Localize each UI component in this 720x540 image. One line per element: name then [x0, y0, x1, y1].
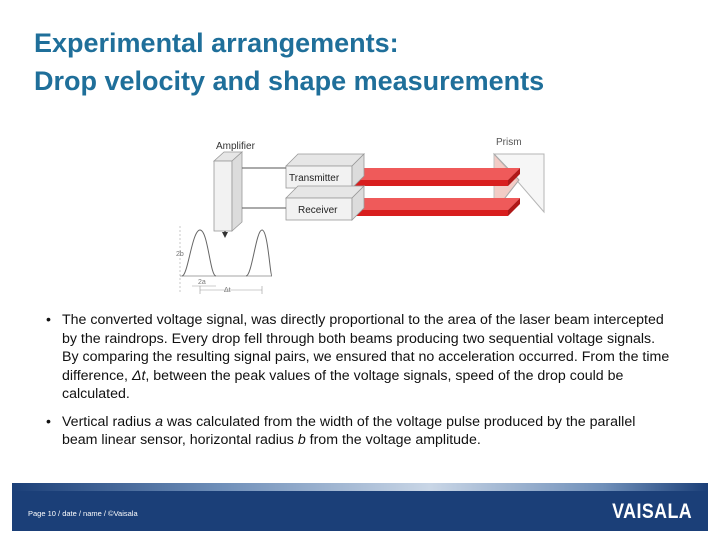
amplifier-box: [214, 152, 242, 231]
footer-stripe: [12, 483, 708, 491]
output-arrow: [222, 231, 228, 238]
connection-wires: [242, 168, 286, 208]
signal-amplitude-label: 2b: [176, 251, 184, 258]
voltage-signal-plot: [180, 226, 272, 294]
bullet-text: was calculated from the width of the voltage pulse produced by the parallel beam linear sensor, horizontal radius: [62, 413, 636, 448]
bullet-emphasis-delta-t: Δt: [131, 367, 146, 384]
bullet-emphasis-b: b: [297, 432, 306, 448]
bullet-text: Vertical radius: [62, 413, 156, 430]
bullet-text: , between the peak values of the voltage signals, speed of the drop could be calculated.: [62, 367, 624, 402]
bullet-text: from the voltage amplitude.: [305, 432, 481, 448]
bullet-text: The converted voltage signal, was directly proportional to the area of the laser beam intercepted by the raindrops. Every drop fell through both beams producing two sequential voltage signals. By comparing the resulting signal pairs, we ensured that no acceleration occurred. From the time difference,: [62, 312, 670, 384]
transmitter-label: Transmitter: [289, 173, 340, 184]
bullet-emphasis-a: a: [155, 413, 163, 430]
bullet-marker: •: [46, 312, 51, 328]
signal-width-label: 2a: [198, 279, 206, 286]
bullet-list: [44, 311, 674, 459]
measurement-setup-diagram: [168, 128, 558, 300]
footer-page-info: Page 10 / date / name / ©Vaisala: [28, 509, 138, 518]
bullet-marker: •: [46, 413, 51, 430]
amplifier-label: Amplifier: [216, 141, 255, 152]
bullet-item-shape: [44, 413, 674, 450]
vaisala-logo: VAISALA: [611, 500, 692, 523]
slide-title: [34, 24, 714, 100]
footer-bar: [12, 483, 708, 531]
time-difference-label: Δt: [224, 287, 231, 294]
prism-label: Prism: [496, 137, 522, 148]
slide-title-line-1: Experimental arrangements:: [34, 28, 399, 58]
bullet-item-velocity: [44, 311, 674, 404]
lower-laser-beam: [346, 198, 520, 216]
slide-title-line-2: Drop velocity and shape measurements: [34, 66, 545, 96]
upper-laser-beam: [346, 168, 520, 186]
receiver-label: Receiver: [298, 205, 338, 216]
